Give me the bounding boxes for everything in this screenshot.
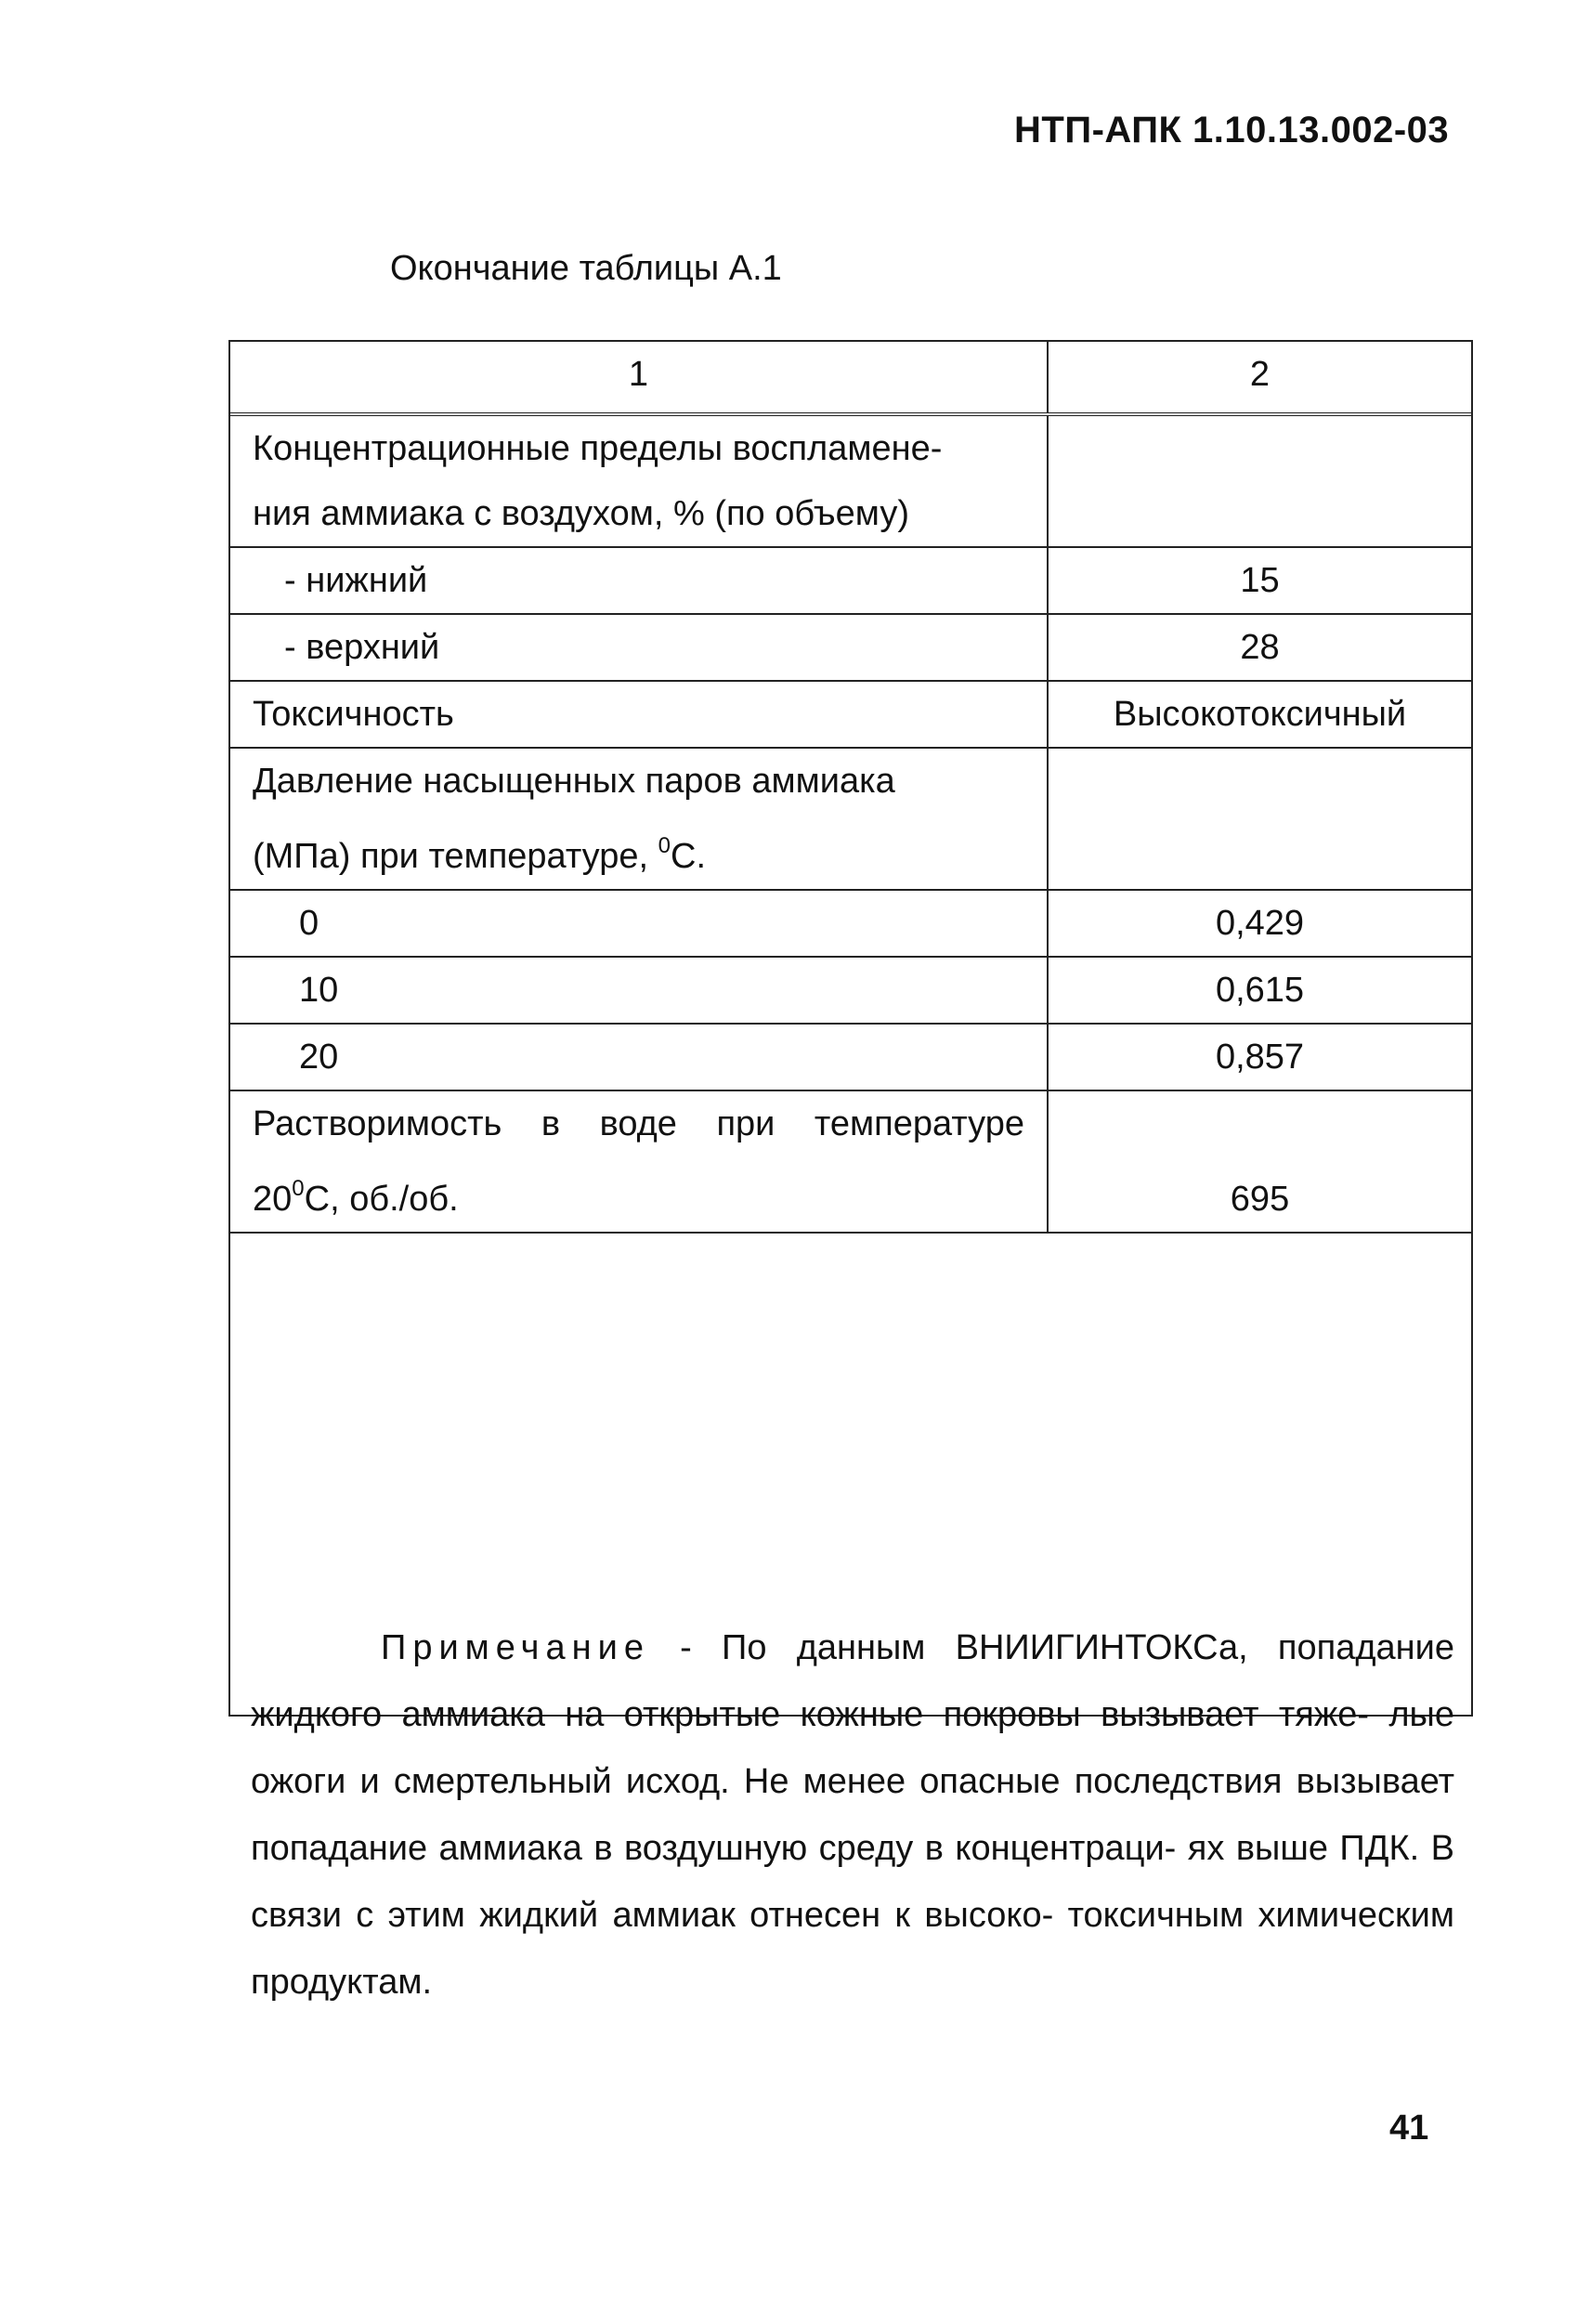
row-value xyxy=(1048,414,1471,547)
table-row xyxy=(230,957,1471,1024)
table-row xyxy=(230,681,1471,748)
note-prefix: Примечание xyxy=(381,1628,650,1667)
row-label-flammability-limits xyxy=(230,414,1048,547)
row-label-temp-20: 20 xyxy=(230,1024,1048,1090)
row-label-upper: - верхний xyxy=(230,614,1048,681)
column-header-2: 2 xyxy=(1048,342,1471,414)
table-row xyxy=(230,1024,1471,1090)
row-label-temp-10: 10 xyxy=(230,957,1048,1024)
row-value-temp-10: 0,615 xyxy=(1048,957,1471,1024)
row-label-solubility xyxy=(230,1090,1048,1233)
degree-superscript: 0 xyxy=(292,1176,305,1201)
document-code: НТП-АПК 1.10.13.002-03 xyxy=(1014,110,1450,150)
table-row xyxy=(230,890,1471,957)
row-value-toxicity: Высокотоксичный xyxy=(1048,681,1471,748)
table-row xyxy=(230,748,1471,890)
row-value-temp-0: 0,429 xyxy=(1048,890,1471,957)
row-label-text: С. xyxy=(671,837,706,876)
table-header-row xyxy=(230,342,1471,414)
properties-table xyxy=(230,342,1471,1234)
note-text: жидкого аммиака на открытые кожные покровы вызывает тяже- лые ожоги и смертельный исход. Не менее опасные последствия вызывает попадание аммиака в воздушную среду в концентраци- ях выше ПДК. В связи с этим жидкий аммиак отнесен к высоко- токсичным химическим продуктам. xyxy=(251,1695,1454,2002)
table-note xyxy=(251,1614,1454,2016)
row-value-upper: 28 xyxy=(1048,614,1471,681)
row-value-lower: 15 xyxy=(1048,547,1471,614)
row-label-line xyxy=(253,814,1047,889)
row-value-temp-20: 0,857 xyxy=(1048,1024,1471,1090)
row-label-line: Концентрационные пределы воспламене- xyxy=(253,429,943,468)
row-label-toxicity: Токсичность xyxy=(230,681,1048,748)
row-label-text: (МПа) при температуре, xyxy=(253,837,658,876)
row-label-line: Давление насыщенных паров аммиака xyxy=(253,762,895,801)
row-label-vapor-pressure xyxy=(230,748,1048,890)
table-row xyxy=(230,614,1471,681)
note-dash: - xyxy=(649,1628,723,1667)
row-label-text: 20 xyxy=(253,1180,293,1219)
row-label-line xyxy=(253,1156,1047,1232)
row-label-line: ния аммиака с воздухом, % (по объему) xyxy=(253,494,909,533)
row-label-temp-0: 0 xyxy=(230,890,1048,957)
row-value xyxy=(1048,748,1471,890)
table-row xyxy=(230,414,1471,547)
table-row xyxy=(230,1090,1471,1233)
table-row xyxy=(230,547,1471,614)
row-label-line: Растворимость в воде при температуре xyxy=(253,1104,1024,1143)
degree-superscript: 0 xyxy=(658,833,671,858)
properties-table-frame xyxy=(228,340,1473,2002)
row-value-solubility: 695 xyxy=(1048,1090,1471,1233)
note-text: По данным ВНИИГИНТОКСа, попадание xyxy=(722,1628,1454,1667)
row-label-text: С, об./об. xyxy=(304,1180,459,1219)
row-label-lower: - нижний xyxy=(230,547,1048,614)
page-number: 41 xyxy=(1389,2109,1429,2148)
column-header-1: 1 xyxy=(230,342,1048,414)
table-caption: Окончание таблицы А.1 xyxy=(390,249,782,288)
note-paragraph xyxy=(251,1614,1454,2016)
